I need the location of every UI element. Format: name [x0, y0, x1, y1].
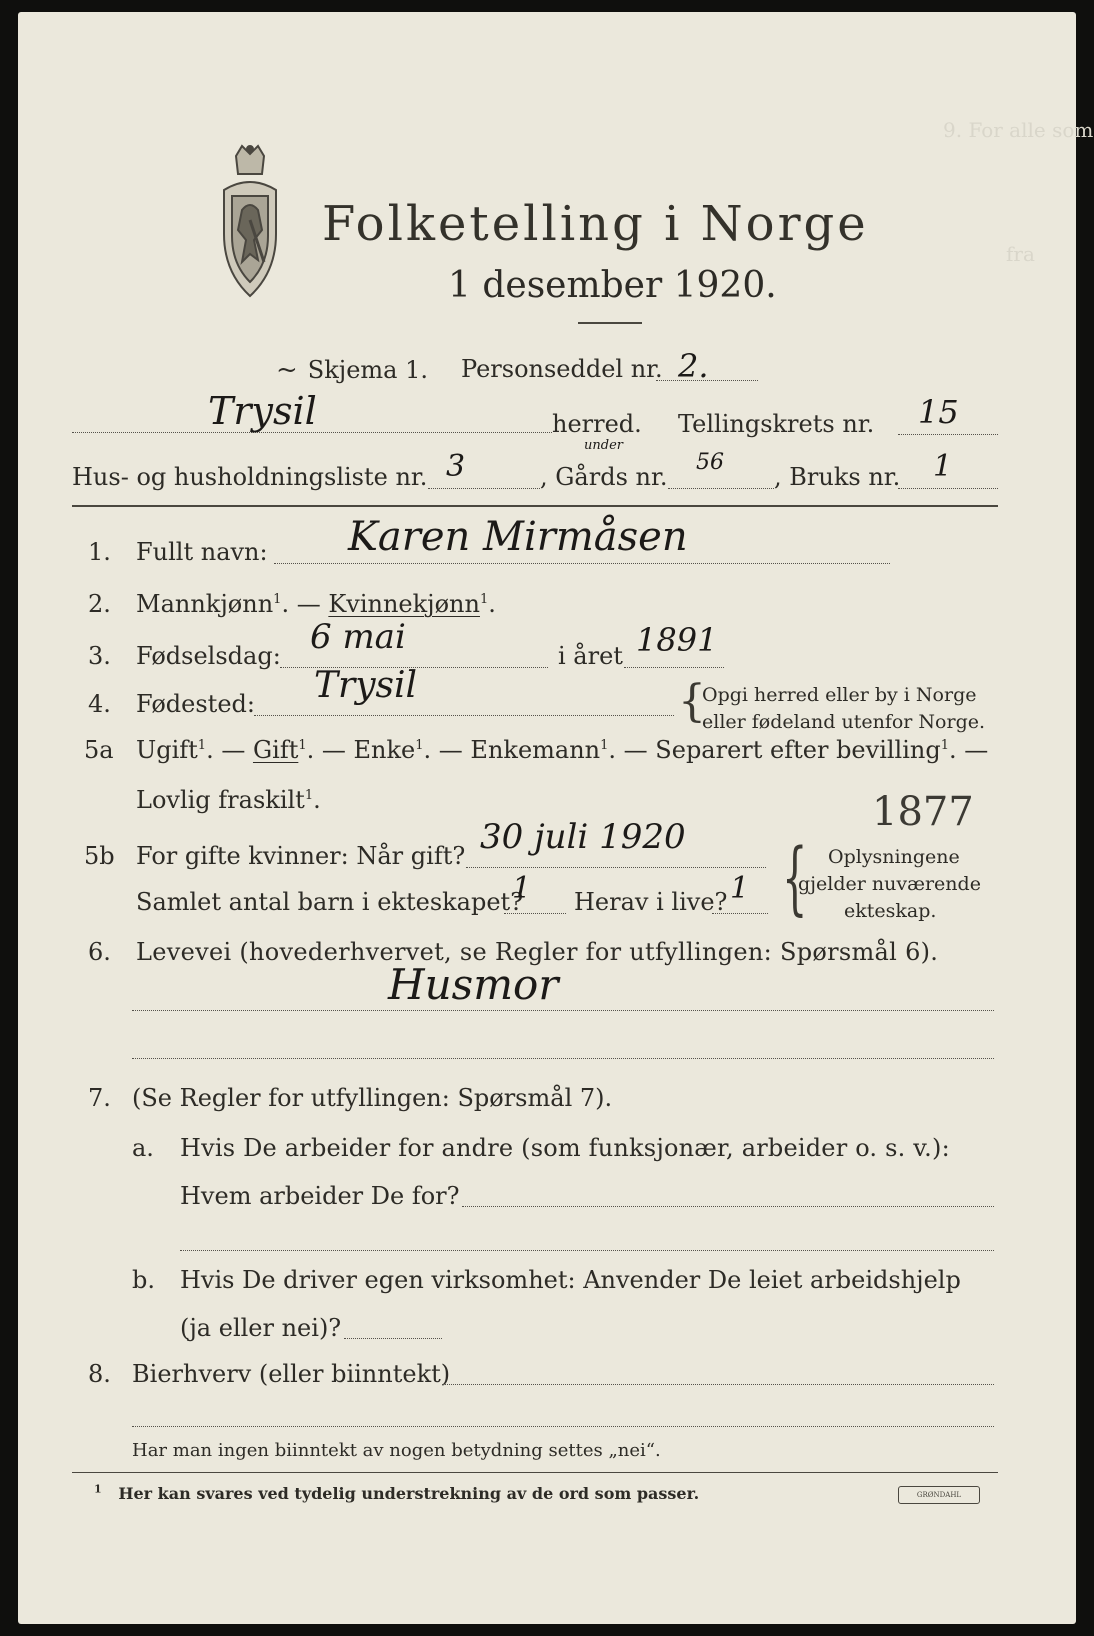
q2-sup1: 1 [273, 592, 282, 607]
q7-label: (Se Regler for utfyllingen: Spørsmål 7). [132, 1084, 613, 1112]
q7b-letter: b. [132, 1266, 155, 1294]
q7a-line-extra [180, 1250, 994, 1251]
herred-label: herred. [552, 410, 642, 438]
q3-year-label: i året [558, 642, 623, 670]
q5b-label: For gifte kvinner: Når gift? [136, 842, 466, 870]
q5b-number: 5b [84, 842, 115, 870]
q8-number: 8. [88, 1360, 111, 1388]
q7a-letter: a. [132, 1134, 154, 1162]
q1-line [274, 563, 890, 564]
tellingskrets-value: 15 [918, 393, 959, 431]
q8-line [442, 1384, 994, 1385]
printer-stamp-text: GRØNDAHL [916, 1491, 962, 1499]
printer-stamp [898, 1486, 980, 1504]
q2-mannkjonn: Mannkjønn [136, 590, 274, 618]
q7b-line1: Hvis De driver egen virksomhet: Anvender De leiet arbeidshjelp [180, 1266, 961, 1294]
gards-note: under [584, 438, 623, 453]
q6-number: 6. [88, 938, 111, 966]
q4-label: Fødested: [136, 690, 255, 718]
q1-number: 1. [88, 538, 111, 566]
q3-number: 3. [88, 642, 111, 670]
q6-label: Levevei (hovederhvervet, se Regler for utfyllingen: Spørsmål 6). [136, 938, 939, 966]
q8-line-extra [132, 1426, 994, 1427]
q4-number: 4. [88, 690, 111, 718]
herred-value: Trysil [208, 389, 317, 433]
q5b-barn-label: Samlet antal barn i ekteskapet? [136, 888, 524, 916]
q5b-live-value: 1 [730, 871, 750, 906]
q5b-barn-value: 1 [512, 871, 532, 906]
hus-label: Hus- og husholdningsliste nr. [72, 463, 428, 491]
q6-line2 [132, 1058, 994, 1059]
q5b-brace: { [782, 831, 808, 924]
skjema-text: Skjema 1. [307, 356, 429, 384]
personseddel-label: Personseddel nr. [461, 355, 663, 383]
bruks-line [898, 488, 998, 489]
q6-value: Husmor [388, 960, 559, 1009]
personseddel-value: 2. [678, 347, 709, 385]
q5b-note-line1: Oplysningene [828, 846, 960, 868]
q5a-dash: . — [949, 736, 989, 764]
q6-line1 [132, 1010, 994, 1011]
q3-year-line [624, 667, 724, 668]
q5b-note-line3: ekteskap. [844, 900, 937, 922]
q2-sup2: 1 [479, 592, 489, 607]
tellingskrets-label: Tellingskrets nr. [678, 410, 875, 438]
q2-kvinnekjonn: Kvinnekjønn [328, 590, 480, 618]
q4-brace: { [678, 676, 706, 727]
coat-of-arms-icon [206, 144, 294, 302]
q8-note: Har man ingen biinntekt av nogen betydning settes „nei“. [132, 1440, 661, 1461]
q4-note-line1: Opgi herred eller by i Norge [702, 684, 977, 706]
q5a-fraskilt-text: Lovlig fraskilt [136, 786, 305, 814]
q5a-gift: Gift [252, 736, 299, 764]
q7a-line2: Hvem arbeider De for? [180, 1182, 460, 1210]
q5b-line [466, 867, 766, 868]
q7a-line1: Hvis De arbeider for andre (som funksjonær, arbeider o. s. v.): [180, 1134, 950, 1162]
bruks-value: 1 [933, 449, 953, 484]
q4-line [254, 715, 674, 716]
q8-label: Bierhverv (eller biinntekt) [132, 1360, 451, 1388]
form-title: Folketelling i Norge [322, 196, 869, 252]
q5a-number: 5a [84, 736, 114, 764]
q3-value: 6 mai [310, 617, 406, 657]
q4-value: Trysil [314, 665, 418, 706]
q1-value: Karen Mirmåsen [348, 514, 688, 560]
title-divider [578, 322, 642, 324]
q5b-value: 30 juli 1920 [480, 817, 686, 857]
footnote-mark: 1 [94, 1482, 102, 1496]
q5b-live-label: Herav i live? [574, 888, 728, 916]
gards-label: , Gårds nr. [540, 463, 668, 491]
q3-label: Fødselsdag: [136, 642, 281, 670]
q7b-line [344, 1338, 442, 1339]
q5b-year-note: 1877 [872, 789, 974, 835]
gards-value: 56 [696, 450, 724, 475]
q5a-enke: Enke [353, 736, 416, 764]
q2-options: Mannkjønn$^1$. — Kvinnekjønn$^1$. [136, 590, 496, 618]
q5a-options: Ugift$^1$. — Gift$^1$. — Enke$^1$. — Enkemann$^1$. — Separert efter bevilling$^1$. — [136, 736, 989, 764]
q7-number: 7. [88, 1084, 111, 1112]
q2-separator: — [289, 590, 329, 618]
q2-number: 2. [88, 590, 111, 618]
bleed-through-text: 9. For alle som [943, 118, 1094, 142]
census-form-page [18, 12, 1094, 1624]
hus-value: 3 [446, 449, 466, 484]
q3-year-value: 1891 [636, 621, 718, 659]
q7b-line2: (ja eller nei)? [180, 1314, 342, 1342]
header-rule [72, 505, 998, 507]
q7a-line [462, 1206, 994, 1207]
q5a-separert: Separert efter bevilling [655, 736, 941, 764]
q5a-fraskilt: Lovlig fraskilt$^1$. [136, 786, 321, 814]
tellingskrets-line [898, 434, 998, 435]
footnote [94, 1482, 700, 1503]
q5a-ugift: Ugift [136, 736, 198, 764]
skjema-label: ~ Skjema 1. [276, 355, 429, 385]
hus-line [428, 488, 540, 489]
q4-note-line2: eller fødeland utenfor Norge. [702, 711, 986, 733]
footer-rule [72, 1472, 998, 1473]
q5b-note-line2: gjelder nuværende [798, 873, 981, 895]
q5b-barn-line [504, 913, 566, 914]
q5b-live-line [712, 913, 768, 914]
q5a-enkemann: Enkemann [470, 736, 601, 764]
bleed-through-text: fra [1006, 242, 1035, 266]
q1-label: Fullt navn: [136, 538, 268, 566]
gards-line [668, 488, 774, 489]
census-date: 1 desember 1920. [448, 265, 777, 306]
footnote-text: Her kan svares ved tydelig understrekning av de ord som passer. [118, 1484, 700, 1503]
bruks-label: , Bruks nr. [774, 463, 901, 491]
